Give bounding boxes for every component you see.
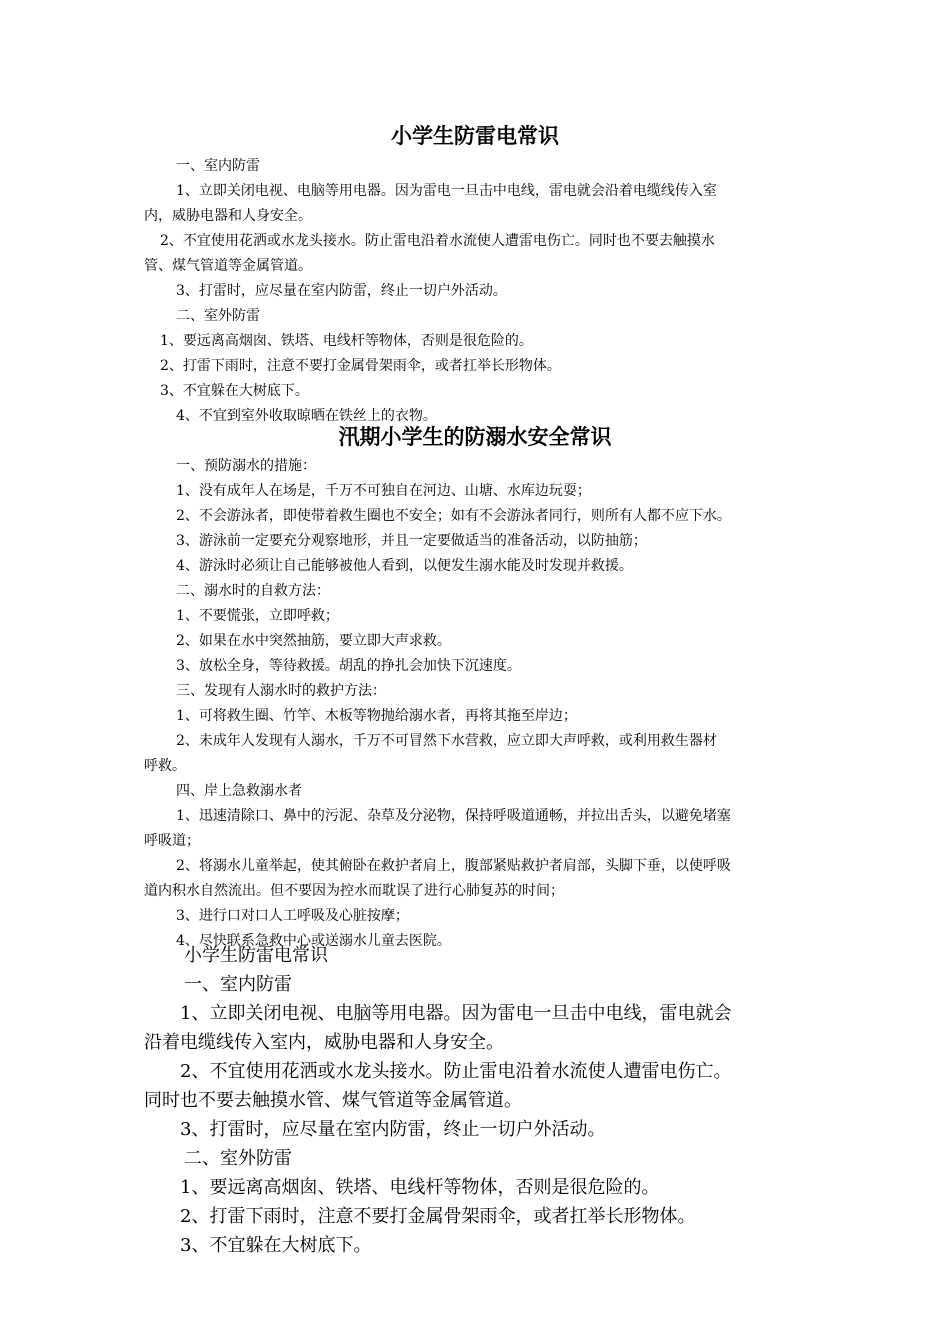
- paragraph-line: 管、煤气管道等金属管道。: [144, 258, 312, 274]
- paragraph-line: 二、室外防雷: [176, 308, 260, 324]
- paragraph-line: 2、不会游泳者，即使带着救生圈也不安全；如有不会游泳者同行，则所有人都不应下水。: [176, 508, 731, 524]
- paragraph-line: 3、不宜躲在大树底下。: [160, 383, 309, 399]
- paragraph-line: 内，威胁电器和人身安全。: [144, 208, 312, 224]
- paragraph-line: 呼吸道；: [144, 833, 200, 849]
- paragraph-line: 呼救。: [144, 758, 186, 774]
- drowning-body: [0, 454, 950, 954]
- paragraph-line: 三、发现有人溺水时的救护方法：: [176, 683, 386, 699]
- paragraph-line: 4、尽快联系急救中心或送溺水儿童去医院。: [176, 933, 451, 949]
- lightning-repeat-section: [0, 941, 950, 1260]
- paragraph-line: 同时也不要去触摸水管、煤气管道等金属管道。: [144, 1090, 522, 1111]
- paragraph-line: 沿着电缆线传入室内，威胁电器和人身安全。: [144, 1032, 504, 1053]
- paragraph-line: 1、要远离高烟囱、铁塔、电线杆等物体，否则是很危险的。: [180, 1177, 660, 1198]
- paragraph-line: 二、室外防雷: [184, 1148, 292, 1169]
- paragraph-line: 3、放松全身，等待救援。胡乱的挣扎会加快下沉速度。: [176, 658, 521, 674]
- paragraph-line: 1、可将救生圈、竹竿、木板等物抛给溺水者，再将其拖至岸边；: [176, 708, 577, 724]
- paragraph-line: 四、岸上急救溺水者: [176, 783, 302, 799]
- paragraph-line: 3、游泳前一定要充分观察地形，并且一定要做适当的准备活动，以防抽筋；: [176, 533, 647, 549]
- paragraph-line: 4、不宜到室外收取晾晒在铁丝上的衣物。: [176, 408, 437, 424]
- paragraph-line: 2、打雷下雨时，注意不要打金属骨架雨伞，或者扛举长形物体。: [160, 358, 561, 374]
- paragraph-line: 二、溺水时的自救方法：: [176, 583, 330, 599]
- paragraph-line: 3、不宜躲在大树底下。: [180, 1235, 372, 1256]
- paragraph-line: 道内积水自然流出。但不要因为控水而耽误了进行心肺复苏的时间；: [144, 883, 564, 899]
- paragraph-line: 一、预防溺水的措施：: [176, 458, 316, 474]
- drowning-section: [0, 420, 950, 954]
- paragraph-line: 1、不要慌张，立即呼救；: [176, 608, 339, 624]
- paragraph-line: 一、室内防雷: [184, 974, 292, 995]
- paragraph-line: 2、将溺水儿童举起，使其俯卧在救护者肩上，腹部紧贴救护者肩部，头脚下垂，以使呼吸: [176, 858, 731, 874]
- paragraph-line: 2、如果在水中突然抽筋，要立即大声求救。: [176, 633, 451, 649]
- paragraph-line: 1、迅速清除口、鼻中的污泥、杂草及分泌物，保持呼吸道通畅，并拉出舌头，以避免堵塞: [176, 808, 731, 824]
- drowning-title: 汛期小学生的防溺水安全常识: [338, 424, 612, 449]
- paragraph-line: 4、游泳时必须让自己能够被他人看到，以便发生溺水能及时发现并救援。: [176, 558, 633, 574]
- paragraph-line: 2、打雷下雨时，注意不要打金属骨架雨伞，或者扛举长形物体。: [180, 1206, 696, 1227]
- paragraph-line: 一、室内防雷: [176, 158, 260, 174]
- paragraph-line: 1、要远离高烟囱、铁塔、电线杆等物体，否则是很危险的。: [160, 333, 533, 349]
- paragraph-line: 3、打雷时，应尽量在室内防雷，终止一切户外活动。: [180, 1119, 606, 1140]
- paragraph-line: 1、立即关闭电视、电脑等用电器。因为雷电一旦击中电线，雷电就会: [180, 1003, 732, 1024]
- paragraph-line: 1、立即关闭电视、电脑等用电器。因为雷电一旦击中电线，雷电就会沿着电缆线传入室: [176, 183, 717, 199]
- repeat-heading: 小学生防雷电常识: [184, 945, 328, 966]
- paragraph-line: 1、没有成年人在场是，千万不可独自在河边、山塘、水库边玩耍；: [176, 483, 591, 499]
- lightning-title: 小学生防雷电常识: [391, 123, 559, 148]
- paragraph-line: 3、打雷时，应尽量在室内防雷，终止一切户外活动。: [176, 283, 507, 299]
- lightning-body: [0, 154, 950, 429]
- paragraph-line: 2、不宜使用花洒或水龙头接水。防止雷电沿着水流使人遭雷电伤亡。同时也不要去触摸水: [160, 233, 715, 249]
- paragraph-line: 2、未成年人发现有人溺水，千万不可冒然下水营救，应立即大声呼救，或利用救生器材: [176, 733, 717, 749]
- lightning-section: [0, 118, 950, 429]
- paragraph-line: 2、不宜使用花洒或水龙头接水。防止雷电沿着水流使人遭雷电伤亡。: [180, 1061, 732, 1082]
- paragraph-line: 3、进行口对口人工呼吸及心脏按摩；: [176, 908, 409, 924]
